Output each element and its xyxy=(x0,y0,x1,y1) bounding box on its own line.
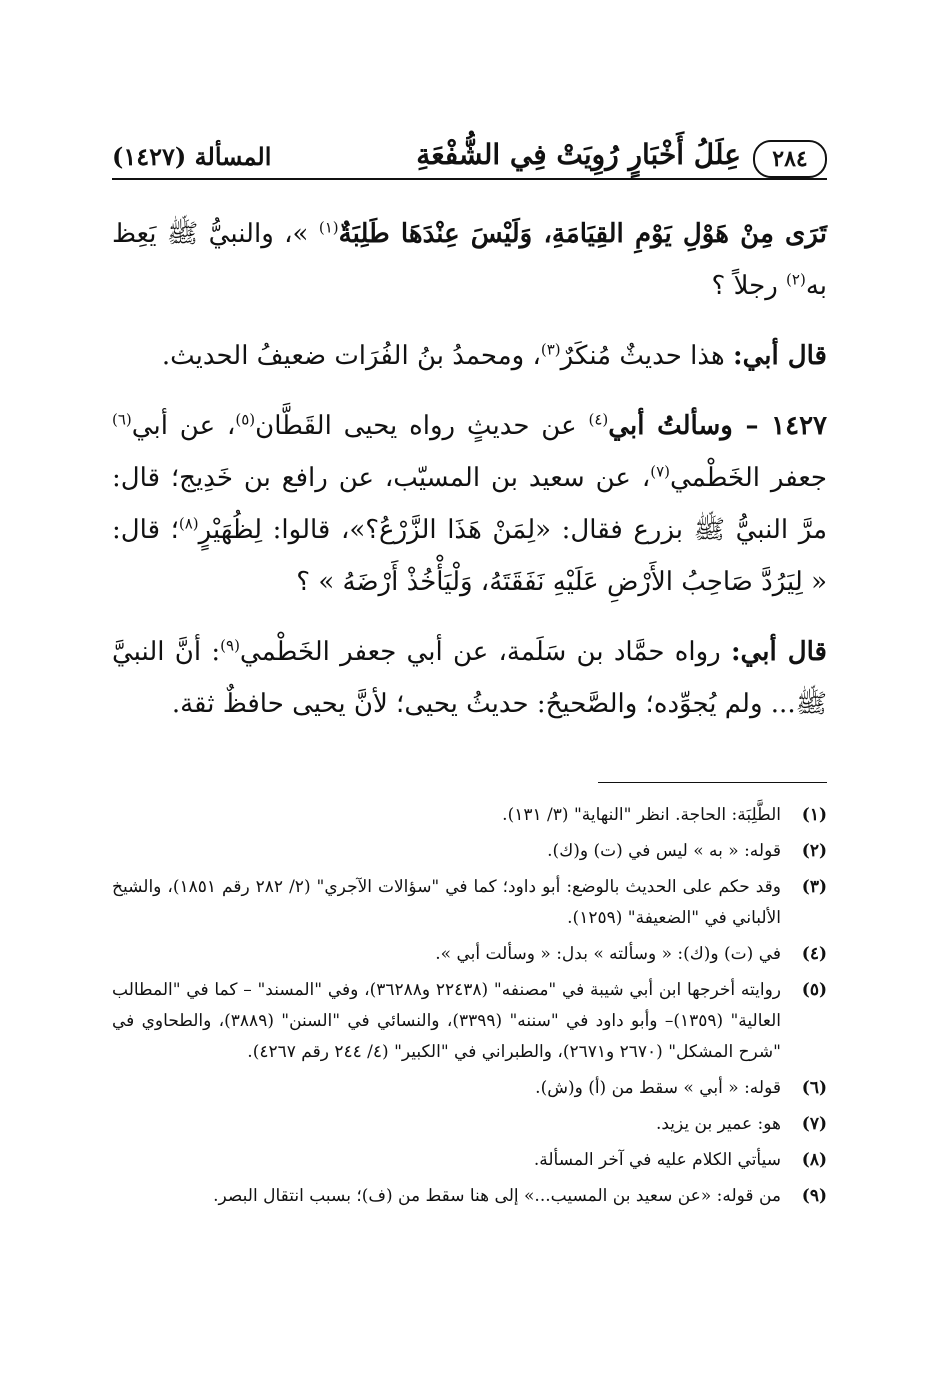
text-run: به xyxy=(805,271,827,301)
paragraph-2 xyxy=(112,330,827,382)
footnote-divider xyxy=(598,782,827,783)
paragraph-1 xyxy=(112,208,827,312)
paragraph-3 xyxy=(112,400,827,608)
footnote-text: وقد حكم على الحديث بالوضع: أبو داود؛ كما في "سؤالات الآجري" (٢/ ٢٨٢ رقم ١٨٥١)، والشيخ الألباني في "الضعيفة" (١٢٥٩). xyxy=(112,877,781,928)
footnote-number: (١) xyxy=(801,805,827,825)
footnote-ref-2: (٢) xyxy=(786,270,806,289)
text-run: ؛ قال: « لِيَرُدَّ صَاحِبُ الأَرْضِ عَلَيْهِ نَفَقَتَهُ، وَلْيَأْخُذْ أَرْضَهُ » ؟ xyxy=(112,515,827,597)
footnote-number: (٣) xyxy=(801,877,827,897)
footnote-number: (٤) xyxy=(801,944,827,964)
text-run: عن حديثٍ رواه يحيى القَطَّان xyxy=(255,411,589,441)
footnote-number: (٥) xyxy=(801,980,827,1000)
footnote-text: من قوله: «عن سعيد بن المسيب...» إلى هنا سقط من (ف)؛ بسبب انتقال البصر. xyxy=(213,1186,781,1206)
footnote-number: (٧) xyxy=(801,1114,827,1134)
footnotes xyxy=(112,800,827,1217)
footnote-text: روايته أخرجها ابن أبي شيبة في "مصنفه" (٢٢٤٣٨ و٣٦٢٨٨)، وفي "المسند" – كما في "المطالب العالية" (١٣٥٩)– وأبو داود في "سننه" (٣٣٩٩)، والنسائي في "السنن" (٣٨٨٩)، والطحاوي في "شرح المشكل" (٢٦٧٠ و٢٦٧١)، والطبراني في "الكبير" (٤/ ٢٤٤ رقم ٤٢٦٧). xyxy=(112,980,781,1062)
text-run: ، عن سعيد بن المسيّب، عن رافع بن خَدِيج؛ قال: مرَّ النبيُّ ﷺ بزرع فقال: «لِمَنْ هَذَا الزَّرْعُ؟»، قالوا: لِظُهَيْرٍ xyxy=(112,463,828,545)
footnote-number: (٩) xyxy=(801,1186,827,1206)
footnote-number: (٦) xyxy=(801,1078,827,1098)
footnote xyxy=(112,836,827,867)
footnote-ref-6: (٦) xyxy=(112,410,132,429)
text-run: »، والنبيُّ ﷺ يَعِظ xyxy=(112,219,319,249)
footnote xyxy=(112,1145,827,1176)
text-run: ، ومحمدُ بنُ الفُرَات ضعيفُ الحديث. xyxy=(161,341,541,371)
footnote-ref-9: (٩) xyxy=(220,636,240,655)
footnote-text: في (ت) و(ك): « وسألته » بدل: « وسألت أبي ». xyxy=(435,944,781,964)
text-run: هذا حديثٌ مُنكَرٌ xyxy=(560,341,733,371)
main-text xyxy=(112,208,827,730)
footnote-text: هو: عمير بن يزيد. xyxy=(655,1114,781,1134)
text-run: جعفر الخَطْمي xyxy=(670,463,827,493)
question-label: المسألة (١٤٢٧) xyxy=(112,142,272,171)
footnote-ref-3: (٣) xyxy=(540,340,561,359)
footnote xyxy=(112,1073,827,1104)
page-header xyxy=(112,132,827,180)
footnote xyxy=(112,1181,827,1212)
book-title: عِلَلُ أَخْبَارٍ رُوِيَتْ فِي الشُّفْعَةِ xyxy=(416,138,741,171)
footnote xyxy=(112,872,827,934)
footnote-text: سيأتي الكلام عليه في آخر المسألة. xyxy=(533,1150,781,1170)
speaker-label: قال أبي: xyxy=(730,637,827,667)
footnote-ref-8: (٨) xyxy=(178,514,199,533)
footnote-ref-1: (١) xyxy=(318,218,339,237)
question-heading: ١٤٢٧ – وسألتُ أبي xyxy=(608,411,827,441)
footnote-number: (٨) xyxy=(801,1150,827,1170)
text-run: : أنَّ النبيَّ ﷺ... ولم يُجوِّده؛ والصَّحيحُ: حديثُ يحيى؛ لأنَّ يحيى حافظٌ ثقة. xyxy=(112,637,827,719)
text-run: رواه حمَّاد بن سَلَمة، عن أبي جعفر الخَطْمي xyxy=(239,637,731,667)
page-number: ٢٨٤ xyxy=(753,140,827,178)
text-run: ، عن أبي xyxy=(131,411,236,441)
text-run: رجلاً ؟ xyxy=(711,271,787,301)
footnote xyxy=(112,975,827,1068)
footnote-text: الطَّلِبَة: الحاجة. انظر "النهاية" (٣/ ١٣١). xyxy=(502,805,781,825)
footnote-ref-4: (٤) xyxy=(588,410,609,429)
header-divider xyxy=(112,178,827,180)
paragraph-4 xyxy=(112,626,827,730)
footnote-text: قوله: « أبي » سقط من (أ) و(ش). xyxy=(535,1078,781,1098)
footnote xyxy=(112,939,827,970)
footnote-number: (٢) xyxy=(801,841,827,861)
footnote-ref-7: (٧) xyxy=(650,462,671,481)
footnote xyxy=(112,800,827,831)
footnote xyxy=(112,1109,827,1140)
footnote-text: قوله: « به » ليس في (ت) و(ك). xyxy=(547,841,781,861)
hadith-text: تَرَى مِنْ هَوْلِ يَوْمِ القِيَامَةِ، وَلَيْسَ عِنْدَهَا طَلِبَةٌ xyxy=(338,219,827,249)
speaker-label: قال أبي: xyxy=(732,341,827,371)
footnote-ref-5: (٥) xyxy=(235,410,256,429)
